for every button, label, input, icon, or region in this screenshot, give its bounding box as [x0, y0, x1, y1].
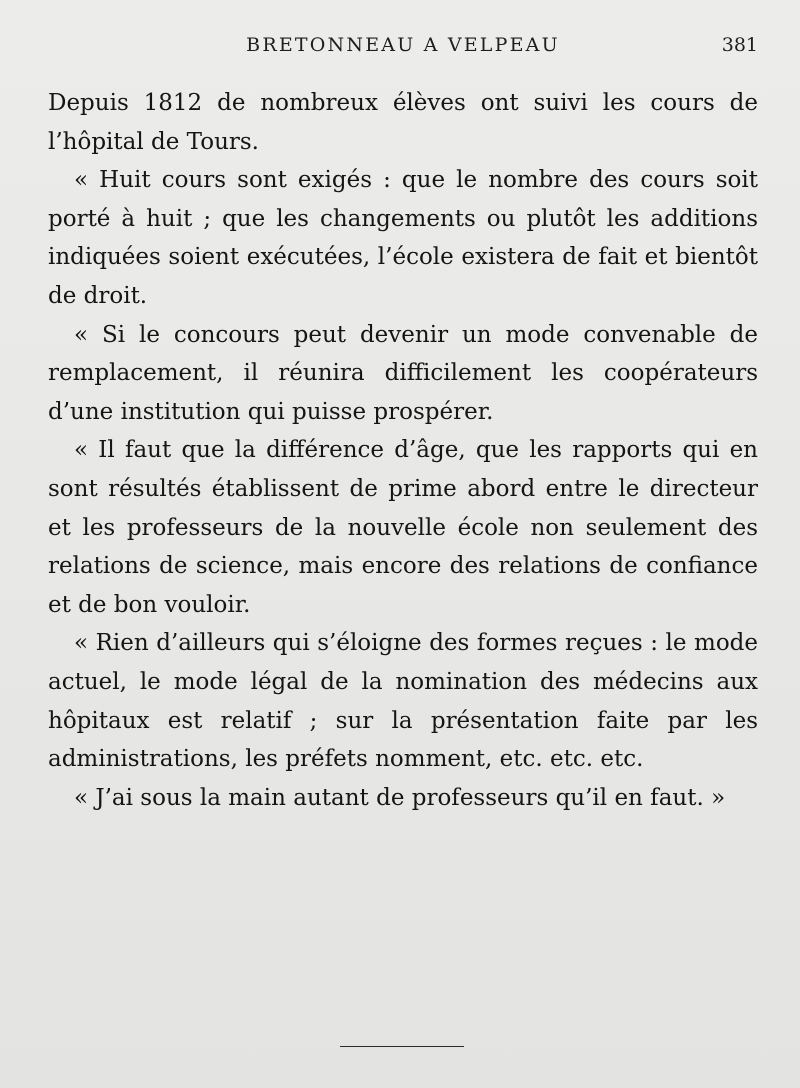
- paragraph: « Rien d’ailleurs qui s’éloigne des formes reçues : le mode actuel, le mode légal de la nomination des médecins aux hôpitaux est relatif ; sur la présentation faite par les administrations, les préfets nomment, etc. etc. etc.: [48, 630, 758, 773]
- page-number: 381: [721, 34, 758, 56]
- paragraph: « J’ai sous la main autant de professeurs qu’il en faut. »: [74, 784, 726, 811]
- running-title: BRETONNEAU A VELPEAU: [246, 34, 560, 56]
- paragraph: « Huit cours sont exigés : que le nombre des cours soit porté à huit ; que les changements ou plutôt les additions indiquées soient exécutées, l’école existera de fait et bientôt de droit.: [48, 167, 758, 309]
- body-text: [48, 84, 758, 817]
- page-header: [48, 34, 758, 64]
- paragraph: « Il faut que la différence d’âge, que les rapports qui en sont résultés établissent de prime abord entre le directeur et les professeurs de la nouvelle école non seulement des relations de science, mais encore des relations de confiance et de bon vouloir.: [48, 437, 758, 618]
- footer-rule: [340, 1046, 464, 1047]
- paragraph: « Si le concours peut devenir un mode convenable de remplacement, il réunira difficilement les coopérateurs d’une institution qui puisse prospérer.: [48, 321, 758, 425]
- paragraph: Depuis 1812 de nombreux élèves ont suivi les cours de l’hôpital de Tours.: [48, 90, 758, 155]
